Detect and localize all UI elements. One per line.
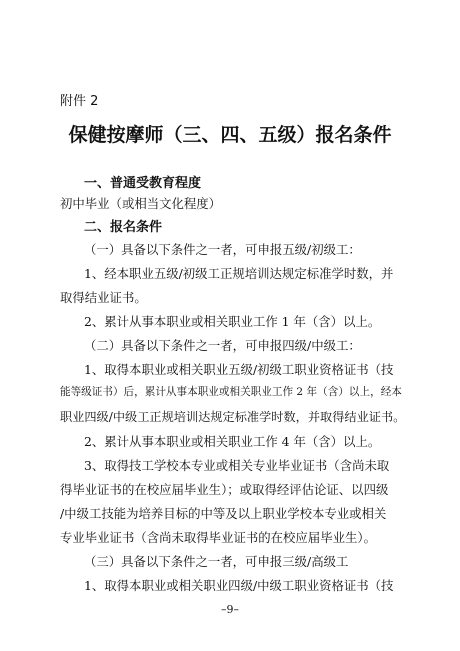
page-number: –9– [221,603,239,616]
body-line: 2、累计从事本职业或相关职业工作 1 年（含）以上。 [84,314,381,329]
body-line: 得毕业证书的在校应届毕业生）；或取得经评估论证、以四级 [60,482,389,497]
body-line: （一）具备以下条件之一者，可申报五级/初级工： [84,242,361,257]
section-heading-education: 一、普通受教育程度 [84,176,202,191]
body-line: /中级工技能为培养目标的中等及以上职业学校本专业或相关 [60,506,387,521]
body-line: 1、取得本职业或相关职业四级/中级工职业资格证书（技 [84,578,394,593]
document-title: 保健按摩师（三、四、五级）报名条件 [68,124,392,146]
body-line: 1、经本职业五级/初级工正规培训达规定标准学时数，并 [84,266,394,281]
body-line: 取得结业证书。 [60,290,147,305]
body-line: 1、取得本职业或相关职业五级/初级工职业资格证书（技 [84,362,394,377]
attachment-label: 附件 2 [60,94,99,109]
body-line: 能等级证书）后，累计从事本职业或相关职业工作 2 年（含）以上，经本 [60,386,402,398]
body-line: 职业四级/中级工正规培训达规定标准学时数，并取得结业证书。 [60,410,406,424]
body-line: （二）具备以下条件之一者，可申报四级/中级工： [84,338,361,353]
body-line: （三）具备以下条件之一者，可申报三级/高级工 [84,554,349,569]
education-text: 初中毕业（或相当文化程度） [60,196,222,211]
section-heading-requirements: 二、报名条件 [84,220,163,235]
body-line: 2、累计从事本职业或相关职业工作 4 年（含）以上。 [84,434,381,449]
body-line: 专业毕业证书（含尚未取得毕业证书的在校应届毕业生）。 [60,530,376,545]
body-line: 3、取得技工学校本专业或相关专业毕业证书（含尚未取 [84,458,390,473]
